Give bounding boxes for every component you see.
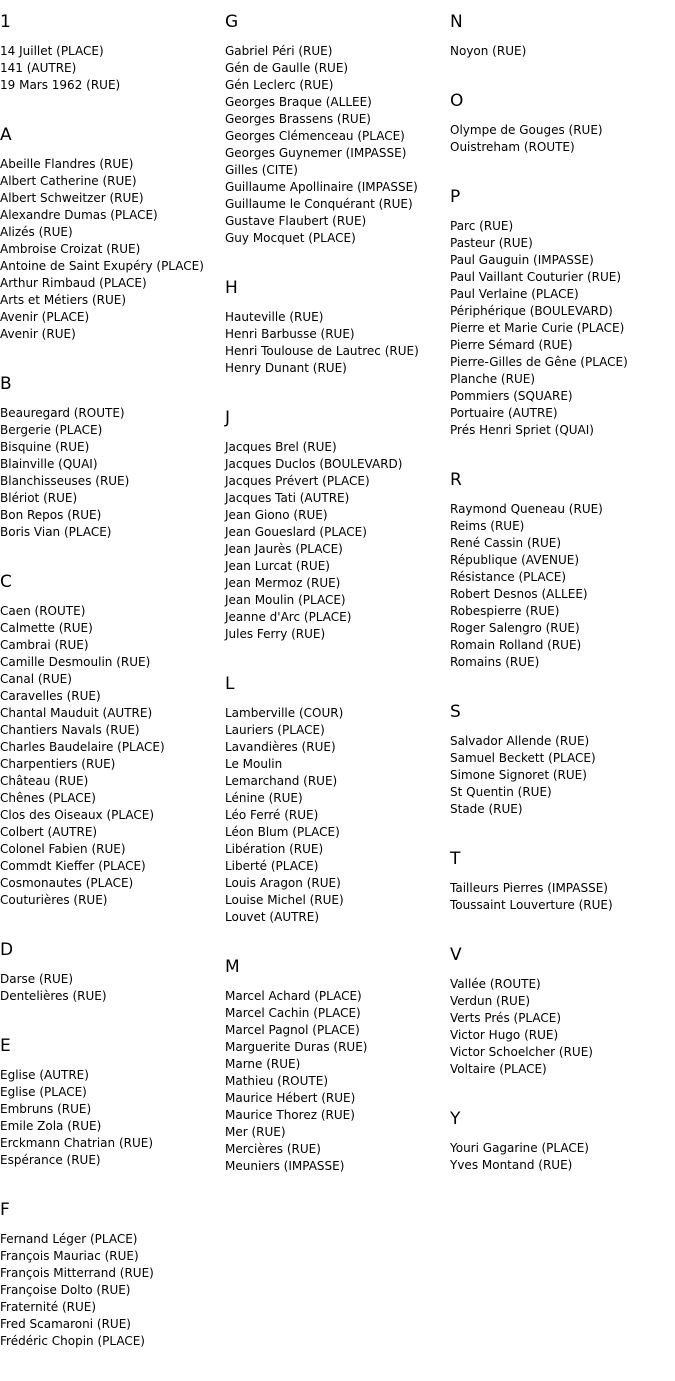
- street-link[interactable]: Avenir (RUE): [0, 327, 76, 341]
- index-column-1: [0, 12, 222, 1381]
- street-link[interactable]: Toussaint Louverture (RUE): [450, 898, 613, 912]
- letter-section: [0, 12, 222, 94]
- street-link[interactable]: Jeanne d'Arc (PLACE): [225, 610, 352, 624]
- letter-section: [225, 957, 447, 1175]
- street-link[interactable]: Arthur Rimbaud (PLACE): [0, 276, 147, 290]
- street-link[interactable]: Henri Toulouse de Lautrec (RUE): [225, 344, 419, 358]
- street-link[interactable]: Hauteville (RUE): [225, 310, 324, 324]
- section-letter-heading: B: [0, 374, 12, 394]
- street-link[interactable]: République (AVENUE): [450, 553, 580, 567]
- street-list: [225, 705, 447, 926]
- street-link[interactable]: Mercières (RUE): [225, 1142, 321, 1156]
- street-link[interactable]: Louise Michel (RUE): [225, 893, 344, 907]
- section-letter-heading: D: [0, 940, 14, 960]
- section-letter-heading: L: [225, 674, 235, 694]
- index-column-2: [225, 12, 447, 1206]
- street-link[interactable]: Marcel Cachin (PLACE): [225, 1006, 361, 1020]
- letter-section: [0, 1200, 222, 1350]
- street-link[interactable]: Couturières (RUE): [0, 893, 108, 907]
- street-link[interactable]: Gén Leclerc (RUE): [225, 78, 334, 92]
- street-link[interactable]: Libération (RUE): [225, 842, 324, 856]
- street-link[interactable]: Romains (RUE): [450, 655, 540, 669]
- street-link[interactable]: Jules Ferry (RUE): [225, 627, 326, 641]
- street-link[interactable]: Marne (RUE): [225, 1057, 301, 1071]
- letter-section: [0, 125, 222, 343]
- street-link[interactable]: Paul Vaillant Couturier (RUE): [450, 270, 622, 284]
- letter-section: [225, 674, 447, 926]
- street-link[interactable]: Cosmonautes (PLACE): [0, 876, 134, 890]
- street-link[interactable]: Marcel Achard (PLACE): [225, 989, 362, 1003]
- section-letter-heading: F: [0, 1200, 10, 1220]
- section-letter-heading: T: [450, 849, 461, 869]
- street-link[interactable]: Salvador Allende (RUE): [450, 734, 590, 748]
- street-link[interactable]: Périphérique (BOULEVARD): [450, 304, 613, 318]
- street-link[interactable]: Caen (ROUTE): [0, 604, 86, 618]
- street-link[interactable]: Guillaume Apollinaire (IMPASSE): [225, 180, 418, 194]
- street-link[interactable]: Raymond Queneau (RUE): [450, 502, 603, 516]
- street-link[interactable]: Planche (RUE): [450, 372, 535, 386]
- street-link[interactable]: Lauriers (PLACE): [225, 723, 325, 737]
- street-link[interactable]: Fred Scamaroni (RUE): [0, 1317, 131, 1331]
- street-link[interactable]: Mer (RUE): [225, 1125, 286, 1139]
- street-link[interactable]: Abeille Flandres (RUE): [0, 157, 134, 171]
- street-link[interactable]: Robespierre (RUE): [450, 604, 560, 618]
- street-link[interactable]: Bisquine (RUE): [0, 440, 90, 454]
- section-letter-heading: 1: [0, 12, 11, 32]
- letter-section: [450, 945, 672, 1078]
- street-link[interactable]: Stade (RUE): [450, 802, 523, 816]
- street-link[interactable]: Embruns (RUE): [0, 1102, 92, 1116]
- letter-section: [450, 470, 672, 671]
- street-link[interactable]: 19 Mars 1962 (RUE): [0, 78, 121, 92]
- section-letter-heading: J: [225, 408, 231, 428]
- street-link[interactable]: Georges Clémenceau (PLACE): [225, 129, 405, 143]
- street-link[interactable]: Dentelières (RUE): [0, 989, 107, 1003]
- street-link[interactable]: Jacques Duclos (BOULEVARD): [225, 457, 403, 471]
- street-link[interactable]: Camille Desmoulin (RUE): [0, 655, 151, 669]
- street-link[interactable]: Noyon (RUE): [450, 44, 527, 58]
- street-link[interactable]: Françoise Dolto (RUE): [0, 1283, 131, 1297]
- street-link[interactable]: Blanchisseuses (RUE): [0, 474, 130, 488]
- street-link[interactable]: Pierre et Marie Curie (PLACE): [450, 321, 625, 335]
- street-list: [0, 43, 222, 94]
- street-link[interactable]: Bergerie (PLACE): [0, 423, 103, 437]
- letter-section: [450, 12, 672, 60]
- street-link[interactable]: Frédéric Chopin (PLACE): [0, 1334, 145, 1348]
- street-list: [0, 1231, 222, 1350]
- street-link[interactable]: Pommiers (SQUARE): [450, 389, 573, 403]
- street-link[interactable]: Marguerite Duras (RUE): [225, 1040, 368, 1054]
- street-list: [225, 439, 447, 643]
- index-column-3: [450, 12, 672, 1205]
- street-link[interactable]: Yves Montand (RUE): [450, 1158, 573, 1172]
- street-link[interactable]: Tailleurs Pierres (IMPASSE): [450, 881, 608, 895]
- street-link[interactable]: Roger Salengro (RUE): [450, 621, 580, 635]
- street-link[interactable]: Espérance (RUE): [0, 1153, 101, 1167]
- street-link[interactable]: Lénine (RUE): [225, 791, 303, 805]
- street-link[interactable]: Léon Blum (PLACE): [225, 825, 340, 839]
- street-link[interactable]: Caravelles (RUE): [0, 689, 101, 703]
- street-list: [0, 405, 222, 541]
- street-link[interactable]: Calmette (RUE): [0, 621, 93, 635]
- street-link[interactable]: Ouistreham (ROUTE): [450, 140, 575, 154]
- street-link[interactable]: Victor Hugo (RUE): [450, 1028, 559, 1042]
- street-link[interactable]: 14 Juillet (PLACE): [0, 44, 104, 58]
- street-link[interactable]: Voltaire (PLACE): [450, 1062, 547, 1076]
- street-link[interactable]: Victor Schoelcher (RUE): [450, 1045, 593, 1059]
- letter-section: [450, 702, 672, 818]
- street-link[interactable]: Maurice Thorez (RUE): [225, 1108, 355, 1122]
- street-link[interactable]: Eglise (AUTRE): [0, 1068, 89, 1082]
- street-link[interactable]: Vallée (ROUTE): [450, 977, 541, 991]
- street-link[interactable]: Fraternité (RUE): [0, 1300, 97, 1314]
- street-link[interactable]: Léo Ferré (RUE): [225, 808, 319, 822]
- section-letter-heading: V: [450, 945, 462, 965]
- letter-section: [450, 1109, 672, 1174]
- street-link[interactable]: Reims (RUE): [450, 519, 525, 533]
- letter-section: [450, 91, 672, 156]
- street-list: [450, 122, 672, 156]
- street-link[interactable]: Charles Baudelaire (PLACE): [0, 740, 165, 754]
- street-link[interactable]: Guy Mocquet (PLACE): [225, 231, 356, 245]
- street-link[interactable]: Alexandre Dumas (PLACE): [0, 208, 158, 222]
- letter-section: [225, 278, 447, 377]
- street-link[interactable]: Mathieu (ROUTE): [225, 1074, 328, 1088]
- street-link[interactable]: Résistance (PLACE): [450, 570, 566, 584]
- street-list: [450, 1140, 672, 1174]
- letter-section: [0, 572, 222, 909]
- street-link[interactable]: Albert Schweitzer (RUE): [0, 191, 144, 205]
- letter-section: [225, 408, 447, 643]
- street-link[interactable]: Verts Prés (PLACE): [450, 1011, 562, 1025]
- street-link[interactable]: Gabriel Péri (RUE): [225, 44, 333, 58]
- street-link[interactable]: Jean Mermoz (RUE): [225, 576, 341, 590]
- street-link[interactable]: 141 (AUTRE): [0, 61, 77, 75]
- street-link[interactable]: Paul Verlaine (PLACE): [450, 287, 579, 301]
- street-link[interactable]: Gilles (CITE): [225, 163, 298, 177]
- street-link[interactable]: Georges Brassens (RUE): [225, 112, 371, 126]
- street-list: [450, 43, 672, 60]
- street-list: [450, 733, 672, 818]
- letter-section: [450, 849, 672, 914]
- street-link[interactable]: Gustave Flaubert (RUE): [225, 214, 367, 228]
- street-link[interactable]: Prés Henri Spriet (QUAI): [450, 423, 594, 437]
- street-list: [225, 988, 447, 1175]
- street-link[interactable]: Jean Goueslard (PLACE): [225, 525, 367, 539]
- section-letter-heading: Y: [450, 1109, 461, 1129]
- street-link[interactable]: Samuel Beckett (PLACE): [450, 751, 596, 765]
- street-link[interactable]: Albert Catherine (RUE): [0, 174, 137, 188]
- street-link[interactable]: Chênes (PLACE): [0, 791, 96, 805]
- street-link[interactable]: Simone Signoret (RUE): [450, 768, 587, 782]
- street-link[interactable]: Jean Jaurès (PLACE): [225, 542, 343, 556]
- street-list: [450, 976, 672, 1078]
- section-letter-heading: O: [450, 91, 464, 111]
- street-link[interactable]: Georges Braque (ALLEE): [225, 95, 372, 109]
- street-list: [0, 1067, 222, 1169]
- street-link[interactable]: Pasteur (RUE): [450, 236, 533, 250]
- section-letter-heading: S: [450, 702, 461, 722]
- street-link[interactable]: Romain Rolland (RUE): [450, 638, 582, 652]
- street-link[interactable]: Gén de Gaulle (RUE): [225, 61, 349, 75]
- street-link[interactable]: Henry Dunant (RUE): [225, 361, 347, 375]
- street-list: [450, 218, 672, 439]
- street-link[interactable]: Fernand Léger (PLACE): [0, 1232, 138, 1246]
- street-link[interactable]: Commdt Kieffer (PLACE): [0, 859, 146, 873]
- street-link[interactable]: Jacques Prévert (PLACE): [225, 474, 370, 488]
- street-list: [450, 880, 672, 914]
- street-list: [0, 971, 222, 1005]
- street-link[interactable]: René Cassin (RUE): [450, 536, 562, 550]
- street-link[interactable]: St Quentin (RUE): [450, 785, 552, 799]
- street-link[interactable]: Jean Lurcat (RUE): [225, 559, 330, 573]
- letter-section: [225, 12, 447, 247]
- street-link[interactable]: Bon Repos (RUE): [0, 508, 102, 522]
- letter-section: [0, 1036, 222, 1169]
- street-link[interactable]: Canal (RUE): [0, 672, 72, 686]
- street-link[interactable]: Emile Zola (RUE): [0, 1119, 102, 1133]
- street-link[interactable]: Jacques Brel (RUE): [225, 440, 337, 454]
- street-link[interactable]: Lamberville (COUR): [225, 706, 344, 720]
- street-link[interactable]: Charpentiers (RUE): [0, 757, 116, 771]
- street-link[interactable]: Pierre Sémard (RUE): [450, 338, 573, 352]
- street-link[interactable]: Blériot (RUE): [0, 491, 78, 505]
- street-link[interactable]: Boris Vian (PLACE): [0, 525, 112, 539]
- street-link[interactable]: Beauregard (ROUTE): [0, 406, 125, 420]
- street-link[interactable]: Darse (RUE): [0, 972, 74, 986]
- street-list: [0, 603, 222, 909]
- street-list: [450, 501, 672, 671]
- street-link[interactable]: Parc (RUE): [450, 219, 514, 233]
- street-link[interactable]: Portuaire (AUTRE): [450, 406, 558, 420]
- street-link[interactable]: Louvet (AUTRE): [225, 910, 320, 924]
- street-link[interactable]: Jean Moulin (PLACE): [225, 593, 346, 607]
- street-link[interactable]: Blainville (QUAI): [0, 457, 98, 471]
- street-link[interactable]: Lemarchand (RUE): [225, 774, 338, 788]
- street-link[interactable]: François Mitterrand (RUE): [0, 1266, 154, 1280]
- section-letter-heading: G: [225, 12, 239, 32]
- street-list: [0, 156, 222, 343]
- street-link[interactable]: Avenir (PLACE): [0, 310, 90, 324]
- letter-section: [450, 187, 672, 439]
- street-list: [225, 309, 447, 377]
- street-link[interactable]: Chantiers Navals (RUE): [0, 723, 140, 737]
- section-letter-heading: M: [225, 957, 240, 977]
- street-link[interactable]: Colbert (AUTRE): [0, 825, 98, 839]
- street-link[interactable]: Maurice Hébert (RUE): [225, 1091, 356, 1105]
- street-link[interactable]: Colonel Fabien (RUE): [0, 842, 126, 856]
- street-link[interactable]: Alizés (RUE): [0, 225, 73, 239]
- section-letter-heading: E: [0, 1036, 11, 1056]
- section-letter-heading: P: [450, 187, 461, 207]
- street-link[interactable]: Robert Desnos (ALLEE): [450, 587, 588, 601]
- street-link[interactable]: Liberté (PLACE): [225, 859, 319, 873]
- letter-section: [0, 374, 222, 541]
- section-letter-heading: H: [225, 278, 238, 298]
- street-link[interactable]: Ambroise Croizat (RUE): [0, 242, 141, 256]
- street-link[interactable]: Jean Giono (RUE): [225, 508, 328, 522]
- street-link[interactable]: Jacques Tati (AUTRE): [225, 491, 350, 505]
- section-letter-heading: N: [450, 12, 463, 32]
- street-link[interactable]: Clos des Oiseaux (PLACE): [0, 808, 154, 822]
- street-link[interactable]: Antoine de Saint Exupéry (PLACE): [0, 259, 204, 273]
- street-link[interactable]: Le Moulin: [225, 757, 283, 771]
- street-link[interactable]: Louis Aragon (RUE): [225, 876, 341, 890]
- street-link[interactable]: Youri Gagarine (PLACE): [450, 1141, 589, 1155]
- letter-section: [0, 940, 222, 1005]
- street-link[interactable]: Eglise (PLACE): [0, 1085, 87, 1099]
- street-link[interactable]: Cambrai (RUE): [0, 638, 89, 652]
- street-link[interactable]: Marcel Pagnol (PLACE): [225, 1023, 360, 1037]
- street-link[interactable]: Verdun (RUE): [450, 994, 531, 1008]
- street-link[interactable]: Meuniers (IMPASSE): [225, 1159, 345, 1173]
- street-link[interactable]: François Mauriac (RUE): [0, 1249, 139, 1263]
- street-link[interactable]: Erckmann Chatrian (RUE): [0, 1136, 154, 1150]
- street-link[interactable]: Arts et Métiers (RUE): [0, 293, 127, 307]
- street-link[interactable]: Olympe de Gouges (RUE): [450, 123, 603, 137]
- section-letter-heading: C: [0, 572, 12, 592]
- street-link[interactable]: Lavandières (RUE): [225, 740, 336, 754]
- section-letter-heading: A: [0, 125, 12, 145]
- street-link[interactable]: Pierre-Gilles de Gêne (PLACE): [450, 355, 628, 369]
- street-link[interactable]: Chantal Mauduit (AUTRE): [0, 706, 153, 720]
- street-link[interactable]: Henri Barbusse (RUE): [225, 327, 355, 341]
- street-link[interactable]: Georges Guynemer (IMPASSE): [225, 146, 407, 160]
- street-link[interactable]: Château (RUE): [0, 774, 89, 788]
- street-link[interactable]: Paul Gauguin (IMPASSE): [450, 253, 594, 267]
- street-list: [225, 43, 447, 247]
- section-letter-heading: R: [450, 470, 462, 490]
- street-link[interactable]: Guillaume le Conquérant (RUE): [225, 197, 413, 211]
